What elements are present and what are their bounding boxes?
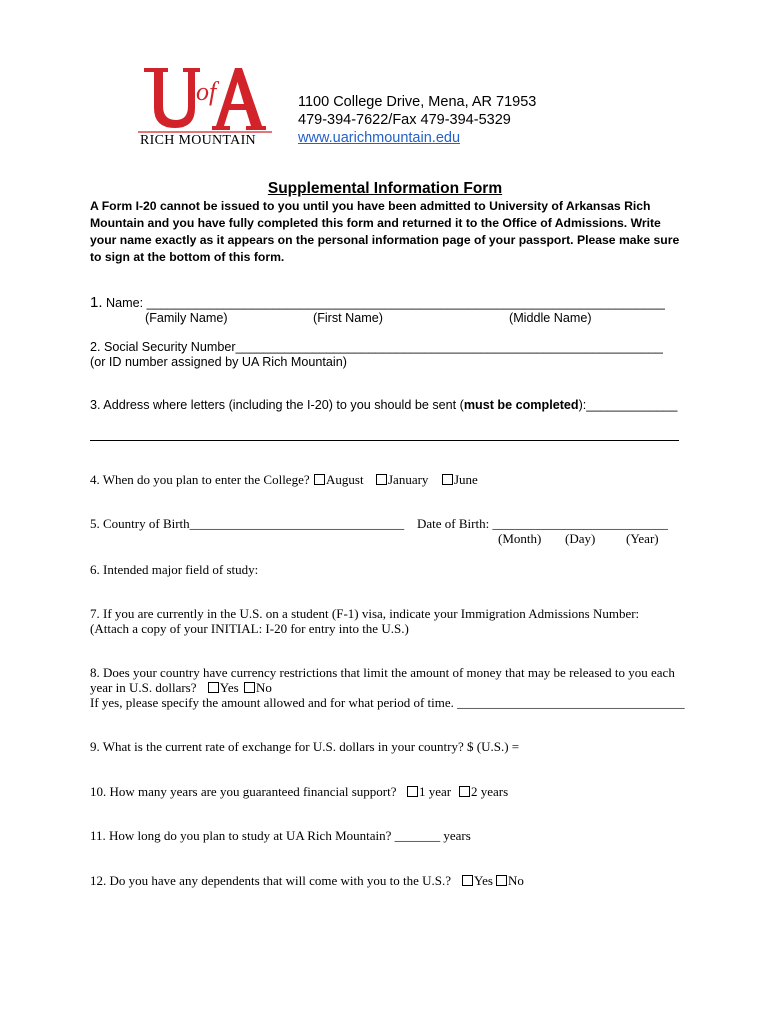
q12-yes-checkbox[interactable] bbox=[462, 875, 473, 886]
two-years-checkbox[interactable] bbox=[459, 786, 470, 797]
august-option[interactable] bbox=[314, 472, 364, 488]
q3-suffix: ):_____________ bbox=[578, 398, 678, 412]
family-name-caption: (Family Name) bbox=[145, 311, 228, 325]
q8-yes-label: Yes bbox=[219, 680, 239, 695]
q8-no-option[interactable] bbox=[244, 680, 272, 695]
q9-exchange-label: 9. What is the current rate of exchange for U.S. dollars in your country? $ (U.S.) = bbox=[90, 739, 520, 754]
q8-no-checkbox[interactable] bbox=[244, 682, 255, 693]
q8-no-label: No bbox=[255, 680, 272, 695]
university-logo bbox=[138, 62, 272, 152]
q2-ssn-line[interactable]: 2. Social Security Number_____________________________________________________________ bbox=[90, 340, 663, 354]
svg-text:of: of bbox=[196, 77, 217, 106]
january-option[interactable] bbox=[376, 472, 428, 488]
q6-major-label: 6. Intended major field of study: bbox=[90, 562, 259, 577]
january-checkbox[interactable] bbox=[376, 474, 387, 485]
one-year-option[interactable] bbox=[407, 784, 451, 800]
one-year-label: 1 year bbox=[419, 784, 452, 799]
q8-line2 bbox=[90, 680, 272, 696]
q1-label: Name: __________________________________________________________________________ bbox=[102, 296, 665, 310]
middle-name-caption: (Middle Name) bbox=[509, 311, 592, 325]
q8-line3[interactable]: If yes, please specify the amount allowed and for what period of time. ___________________________________ bbox=[90, 695, 685, 710]
month-caption: (Month) bbox=[498, 531, 542, 546]
address-fill-rule[interactable] bbox=[90, 440, 679, 441]
form-title: Supplemental Information Form bbox=[267, 180, 503, 197]
q8-yes-option[interactable] bbox=[208, 680, 239, 695]
q8-yes-checkbox[interactable] bbox=[208, 682, 219, 693]
website-link[interactable]: www.uarichmountain.edu bbox=[298, 130, 461, 146]
august-checkbox[interactable] bbox=[314, 474, 325, 485]
january-label: January bbox=[388, 472, 429, 487]
q12-no-label: No bbox=[508, 873, 524, 888]
year-caption: (Year) bbox=[626, 531, 659, 546]
q2-subtext: (or ID number assigned by UA Rich Mountain) bbox=[90, 355, 347, 369]
june-checkbox[interactable] bbox=[442, 474, 453, 485]
phone-line: 479-394-7622/Fax 479-394-5329 bbox=[298, 112, 511, 128]
one-year-checkbox[interactable] bbox=[407, 786, 418, 797]
first-name-caption: (First Name) bbox=[313, 311, 383, 325]
q12-no-checkbox[interactable] bbox=[496, 875, 507, 886]
q12-yes-label: Yes bbox=[474, 873, 493, 888]
q4-label: 4. When do you plan to enter the College? bbox=[90, 472, 310, 487]
q3-address-line[interactable] bbox=[90, 398, 677, 412]
two-years-option[interactable] bbox=[459, 784, 508, 800]
q5-dob-line[interactable]: Date of Birth: ___________________________ bbox=[417, 516, 668, 531]
q8-question: year in U.S. dollars? bbox=[90, 680, 197, 695]
q1-number: 1. bbox=[90, 294, 103, 311]
q3-required-note: must be completed bbox=[463, 398, 579, 412]
q7-line2: (Attach a copy of your INITIAL: I-20 for entry into the U.S.) bbox=[90, 621, 409, 636]
q12-no-option[interactable] bbox=[496, 873, 524, 889]
logo-subtitle: RICH MOUNTAIN bbox=[140, 133, 256, 148]
august-label: August bbox=[326, 472, 364, 487]
form-notice: A Form I-20 cannot be issued to you until you have been admitted to University of Arkansas Rich Mountain and you have fully completed this form and returned it to the Office of Admissions. Write your name exactly as it appears on the personal information page of your passport. Please make sure to sign at the bottom of this form. bbox=[90, 199, 680, 264]
address-line: 1100 College Drive, Mena, AR 71953 bbox=[298, 94, 537, 110]
q5-country-line[interactable]: 5. Country of Birth_________________________________ bbox=[90, 516, 405, 531]
q11-duration-label[interactable]: 11. How long do you plan to study at UA Rich Mountain? _______ years bbox=[90, 828, 471, 843]
q3-prefix: 3. Address where letters (including the I-20) to you should be sent ( bbox=[90, 398, 464, 412]
two-years-label: 2 years bbox=[471, 784, 509, 799]
june-label: June bbox=[454, 472, 478, 487]
q1-name-line[interactable] bbox=[90, 294, 665, 311]
q12-label: 12. Do you have any dependents that will come with you to the U.S.? bbox=[90, 873, 452, 888]
q8-line1: 8. Does your country have currency restrictions that limit the amount of money that may be released to you each bbox=[90, 665, 675, 680]
day-caption: (Day) bbox=[565, 531, 596, 546]
q12-yes-option[interactable] bbox=[462, 873, 493, 889]
june-option[interactable] bbox=[442, 472, 478, 488]
q10-label: 10. How many years are you guaranteed financial support? bbox=[90, 784, 397, 799]
q7-line1: 7. If you are currently in the U.S. on a student (F-1) visa, indicate your Immigration Admissions Number: bbox=[90, 606, 640, 621]
